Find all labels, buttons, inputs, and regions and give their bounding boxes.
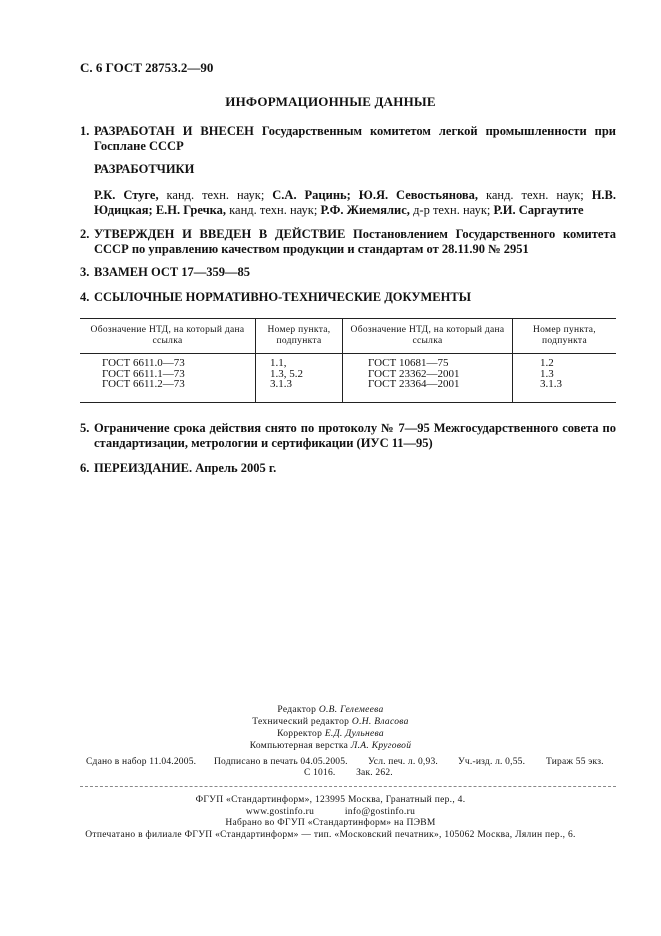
table-cell: ГОСТ 23362—2001 (368, 367, 460, 380)
developer-name: Ю.Я. Севостьянова, (358, 188, 479, 202)
publisher-block (0, 795, 661, 841)
credit-name: О.В. Гелемеева (318, 705, 384, 715)
section-title: ИНФОРМАЦИОННЫЕ ДАННЫЕ (225, 94, 436, 109)
developer-name: С.А. Рацинь; (272, 188, 351, 202)
table-cell: 3.1.3 (540, 378, 562, 390)
item-3-text: ВЗАМЕН ОСТ 17—359—85 (94, 265, 251, 279)
item-2-number: 2. (80, 227, 90, 241)
credit-line (0, 740, 661, 752)
credit-line (0, 716, 661, 728)
typeset-date: Сдано в набор 11.04.2005. (86, 757, 197, 767)
item-5-number: 5. (80, 421, 90, 435)
table-header-cell: Обозначение НТД, на который дана ссылка (80, 319, 256, 353)
credit-role: Технический редактор (252, 717, 350, 727)
publisher-address: ФГУП «Стандартинформ», 123995 Москва, Гранатный пер., 4. (195, 795, 466, 805)
printing-note: Отпечатано в филиале ФГУП «Стандартинформ» — тип. «Московский печатник», 105062 Москва, Лялин пер., 6. (85, 829, 576, 840)
developer-name: Е.Н. Гречка, (155, 203, 227, 217)
item-1 (80, 124, 616, 156)
table-column-clause-1 (256, 354, 343, 402)
references-table (80, 318, 616, 403)
publisher-website: www.gostinfo.ru (245, 806, 315, 817)
credit-role: Редактор (277, 705, 317, 715)
table-cell: ГОСТ 6611.1—73 (102, 367, 185, 380)
print-info-row-2 (304, 768, 411, 778)
item-4-number: 4. (80, 290, 90, 304)
developer-name: Р.К. Стуге, (94, 188, 159, 202)
table-cell: 1.3 (540, 367, 554, 380)
page-header: С. 6 ГОСТ 28753.2—90 (80, 60, 214, 75)
developers-list (94, 188, 616, 218)
item-6-text: ПЕРЕИЗДАНИЕ. Апрель 2005 г. (94, 461, 277, 475)
order-number: Зак. 262. (356, 768, 393, 778)
table-cell: ГОСТ 6611.0—73 (102, 357, 185, 369)
table-cell: 1.1, (270, 357, 287, 369)
table-column-ntd-2 (343, 354, 513, 402)
credit-name: Л.А. Круговой (350, 741, 412, 751)
publisher-sheets: Уч.-изд. л. 0,55. (458, 757, 526, 767)
credit-role: Компьютерная верстка (249, 741, 349, 751)
table-header-cell: Номер пункта, подпункта (533, 325, 596, 346)
print-run: Тираж 55 экз. (546, 757, 604, 767)
table-column-clause-2 (513, 354, 616, 402)
table-cell: 1.2 (540, 357, 554, 369)
credit-line (0, 728, 661, 740)
developer-name: Р.Ф. Жиемялис, (320, 203, 410, 217)
developer-degree: канд. техн. наук; (226, 203, 321, 217)
item-6-number: 6. (80, 461, 90, 475)
item-4 (80, 290, 616, 306)
signed-date: Подписано в печать 04.05.2005. (214, 757, 348, 767)
table-body (80, 354, 616, 402)
publisher-email: info@gostinfo.ru (344, 806, 416, 817)
developer-degree: канд. техн. наук; (158, 188, 273, 202)
publisher-contacts (0, 807, 661, 819)
typeset-note: Набрано во ФГУП «Стандартинформ» на ПЭВМ (225, 818, 436, 828)
item-1-number: 1. (80, 124, 90, 138)
table-header-row (80, 319, 616, 354)
print-sheets: Усл. печ. л. 0,93. (368, 757, 438, 767)
table-cell: 1.3, 5.2 (270, 367, 303, 380)
table-cell: ГОСТ 10681—75 (368, 357, 449, 369)
order-code: С 1016. (304, 768, 336, 778)
developer-degree: канд. техн. наук; (478, 188, 592, 202)
item-5-text: Ограничение срока действия снято по протоколу № 7—95 Межгосударственного совета по стандартизации, метрологии и сертификации (ИУС 11—95) (94, 421, 616, 450)
item-2-text: УТВЕРЖДЕН И ВВЕДЕН В ДЕЙСТВИЕ Постановлением Государственного комитета СССР по управлению качеством продукции и стандартам от 28.11.90 № 2951 (94, 227, 616, 256)
developer-name: Н.В. Юдицкая; (94, 188, 616, 217)
developer-name: Р.И. Саргаутите (493, 203, 584, 217)
item-3-number: 3. (80, 265, 90, 279)
table-cell: ГОСТ 6611.2—73 (102, 378, 185, 390)
table-cell: 3.1.3 (270, 378, 292, 390)
table-header-cell: Обозначение НТД, на который дана ссылка (343, 319, 513, 353)
item-6 (80, 461, 616, 477)
credit-role: Корректор (277, 729, 323, 739)
developers-title: РАЗРАБОТЧИКИ (94, 162, 195, 176)
credit-name: О.Н. Власова (351, 717, 409, 727)
credit-name: Е.Д. Дульнева (324, 729, 384, 739)
credits-block (0, 704, 661, 752)
table-cell: ГОСТ 23364—2001 (368, 378, 460, 390)
item-3 (80, 265, 616, 281)
credit-line (0, 704, 661, 716)
table-header-cell: Номер пункта, подпункта (256, 319, 343, 353)
developer-degree (351, 188, 359, 202)
item-5 (80, 421, 616, 453)
item-4-text: ССЫЛОЧНЫЕ НОРМАТИВНО-ТЕХНИЧЕСКИЕ ДОКУМЕНТЫ (94, 290, 471, 304)
item-1-text: РАЗРАБОТАН И ВНЕСЕН Государственным комитетом легкой промышленности при Госплане СССР (94, 124, 616, 153)
item-2 (80, 227, 616, 259)
developer-degree: д-р техн. наук; (409, 203, 494, 217)
table-column-ntd-1 (80, 354, 256, 402)
divider (80, 786, 616, 787)
